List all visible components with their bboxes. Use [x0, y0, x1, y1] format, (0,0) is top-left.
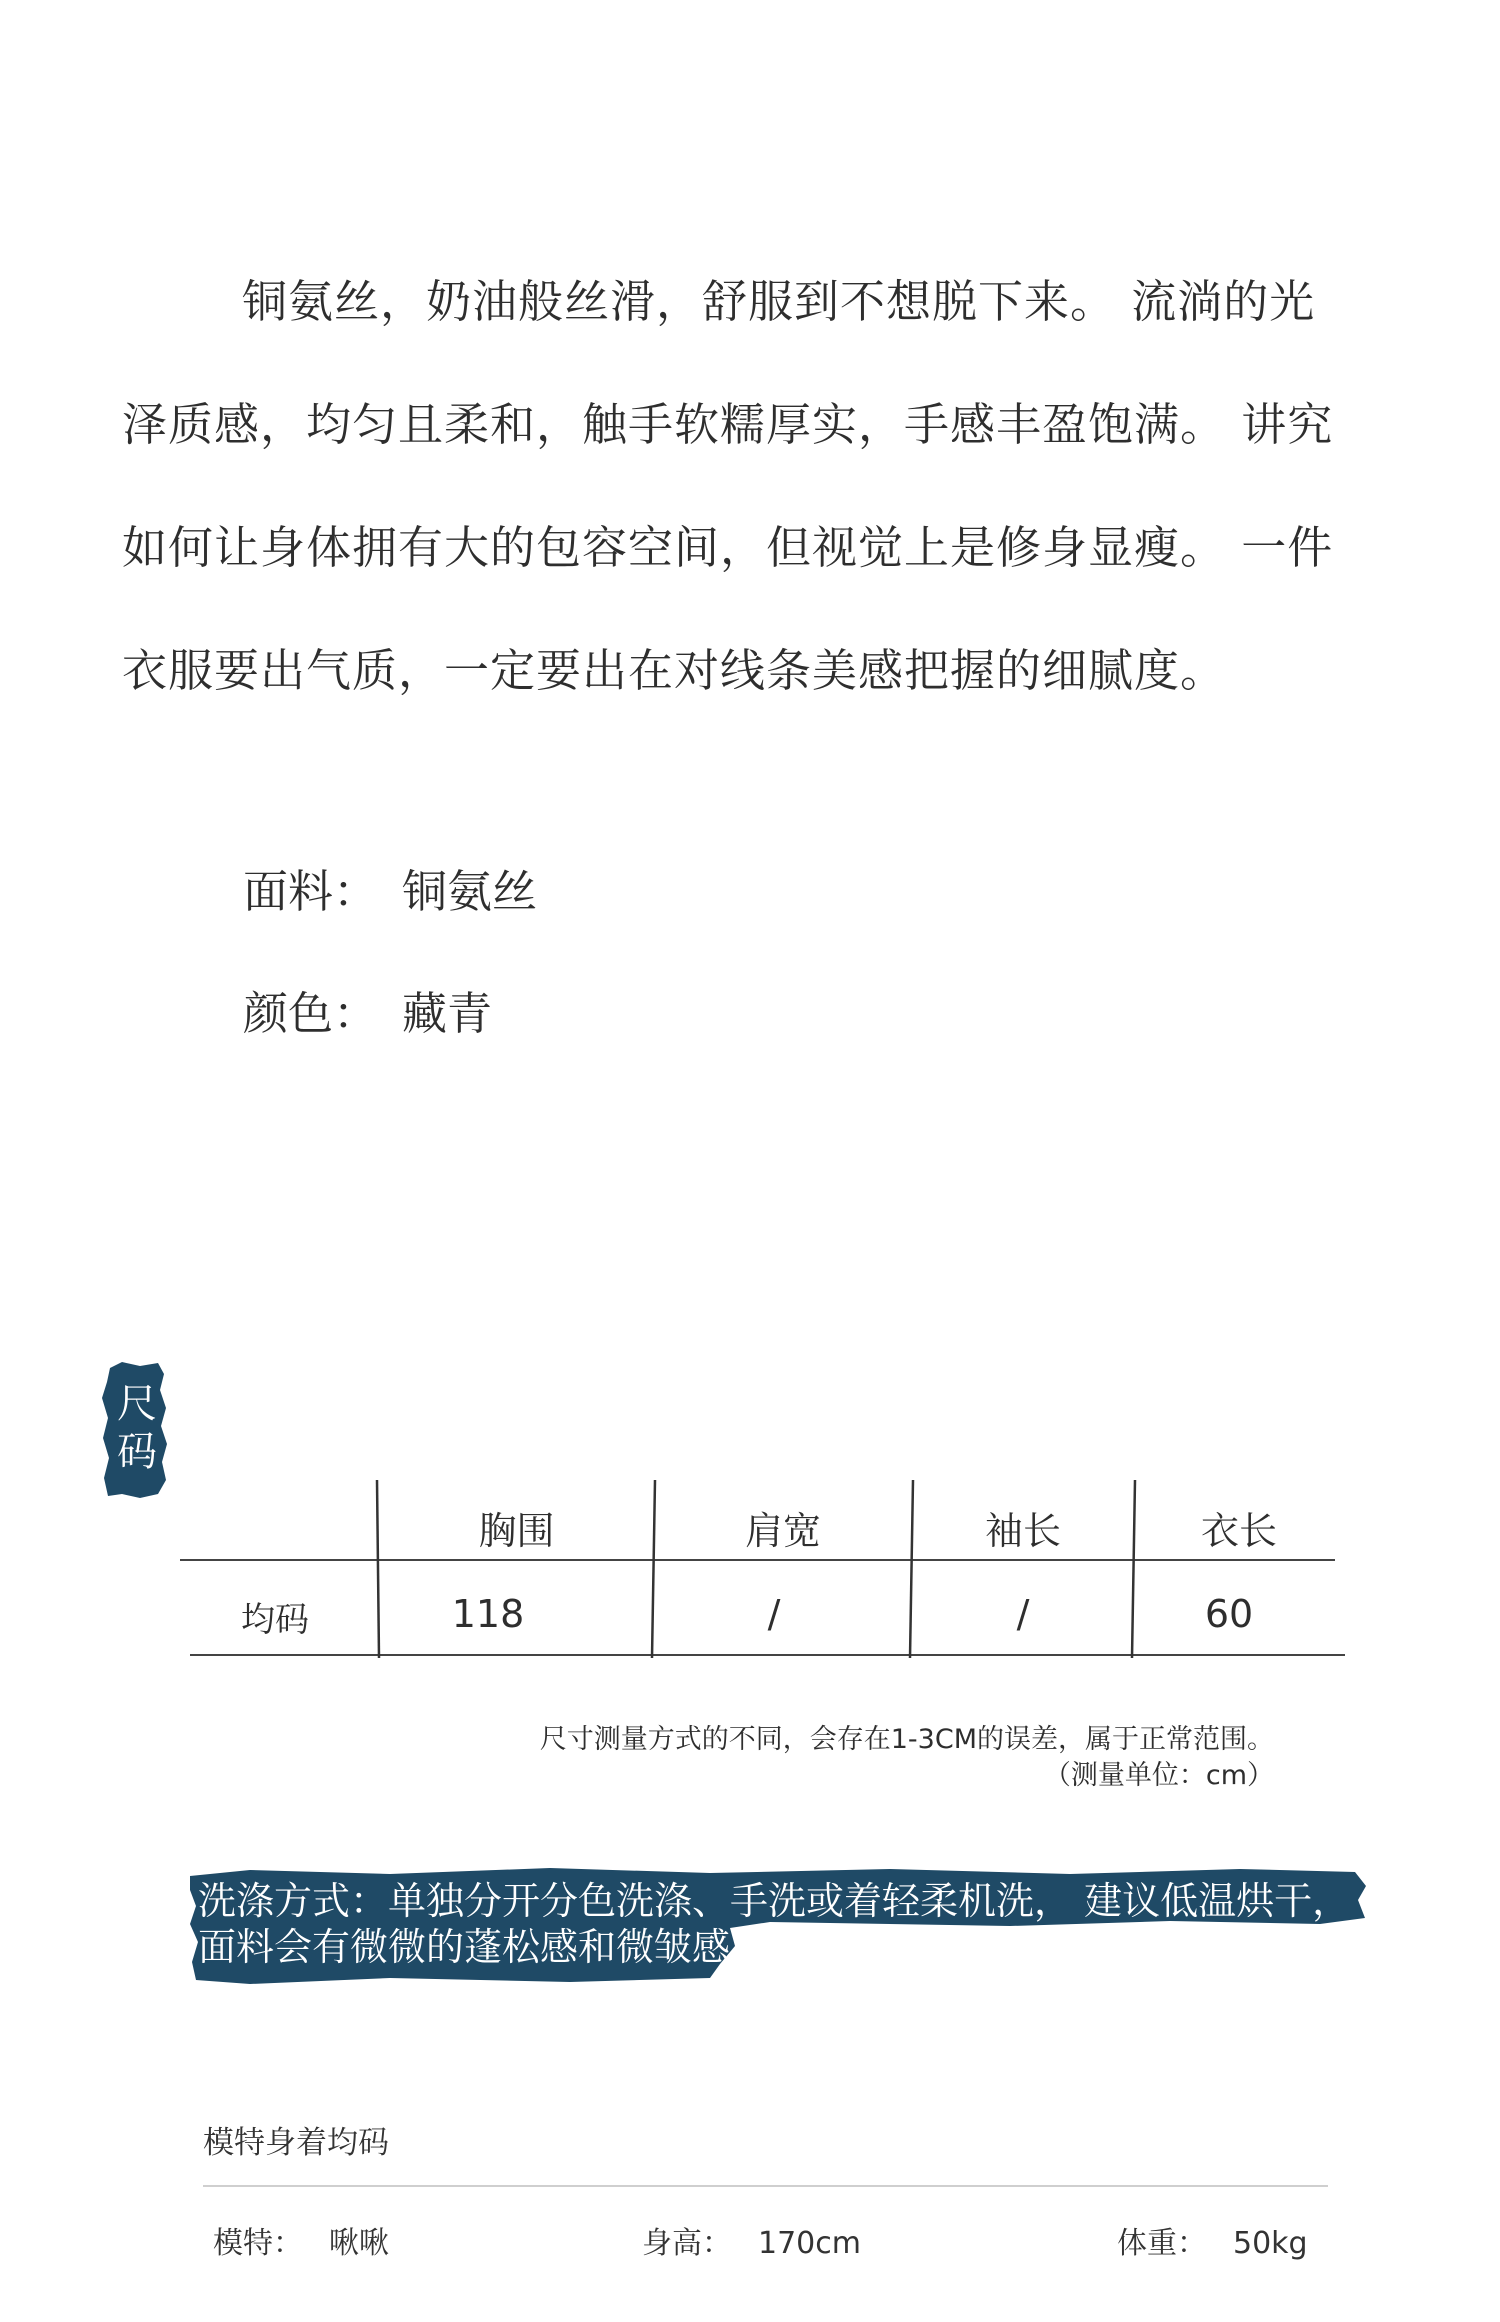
model-title: 模特身着均码	[203, 2125, 389, 2161]
model-name-label: 模特：	[213, 2226, 303, 2261]
model-name	[213, 2218, 389, 2262]
row-size-label: 均码	[241, 1600, 309, 1640]
fabric-label: 面料：	[243, 865, 379, 918]
wash-line: 洗涤方式：单独分开分色洗涤、手洗或着轻柔机洗， 建议低温烘干，	[198, 1879, 1351, 1923]
wash-line: 面料会有微微的蓬松感和微皱感。	[198, 1925, 769, 1969]
model-name-value: 啾啾	[329, 2226, 389, 2261]
model-height-label: 身高：	[642, 2226, 732, 2261]
model-height	[642, 2218, 861, 2262]
value-sleeve: /	[1016, 1592, 1030, 1636]
value-shoulder: /	[767, 1592, 781, 1636]
header-sleeve: 袖长	[984, 1509, 1061, 1553]
model-weight	[1117, 2218, 1308, 2262]
header-shoulder: 肩宽	[744, 1509, 821, 1553]
intro-line: 衣服要出气质，一定要出在对线条美感把握的细腻度。	[122, 644, 1227, 697]
intro-line: 如何让身体拥有大的包容空间，但视觉上是修身显瘦。 一件	[122, 521, 1334, 574]
wash-instructions	[190, 1866, 1370, 1986]
header-chest: 胸围	[478, 1509, 555, 1553]
size-table	[180, 1480, 1350, 1670]
model-weight-label: 体重：	[1117, 2226, 1207, 2261]
color-spec	[243, 977, 492, 1042]
fabric-value: 铜氨丝	[402, 865, 538, 918]
intro-line: 铜氨丝，奶油般丝滑，舒服到不想脱下来。 流淌的光	[242, 275, 1316, 328]
wash-text	[198, 1878, 1363, 1970]
intro-paragraph	[122, 240, 1392, 732]
badge-char: 码	[117, 1429, 157, 1475]
value-length: 60	[1204, 1592, 1254, 1636]
header-length: 衣长	[1200, 1509, 1277, 1553]
model-height-value: 170cm	[758, 2226, 861, 2261]
badge-text	[114, 1380, 160, 1476]
color-label: 颜色：	[243, 987, 379, 1040]
note-unit: （测量单位：cm）	[1043, 1760, 1274, 1791]
value-chest: 118	[451, 1592, 525, 1636]
color-value: 藏青	[402, 987, 493, 1040]
intro-line: 泽质感，均匀且柔和，触手软糯厚实，手感丰盈饱满。 讲究	[122, 398, 1334, 451]
divider	[203, 2185, 1328, 2187]
badge-char: 尺	[117, 1381, 157, 1427]
size-section-badge	[100, 1360, 170, 1500]
note-line: 尺寸测量方式的不同，会存在1-3CM的误差，属于正常范围。	[539, 1724, 1274, 1755]
model-weight-value: 50kg	[1233, 2226, 1308, 2261]
fabric-spec	[243, 855, 537, 920]
measurement-note	[540, 1722, 1274, 1794]
